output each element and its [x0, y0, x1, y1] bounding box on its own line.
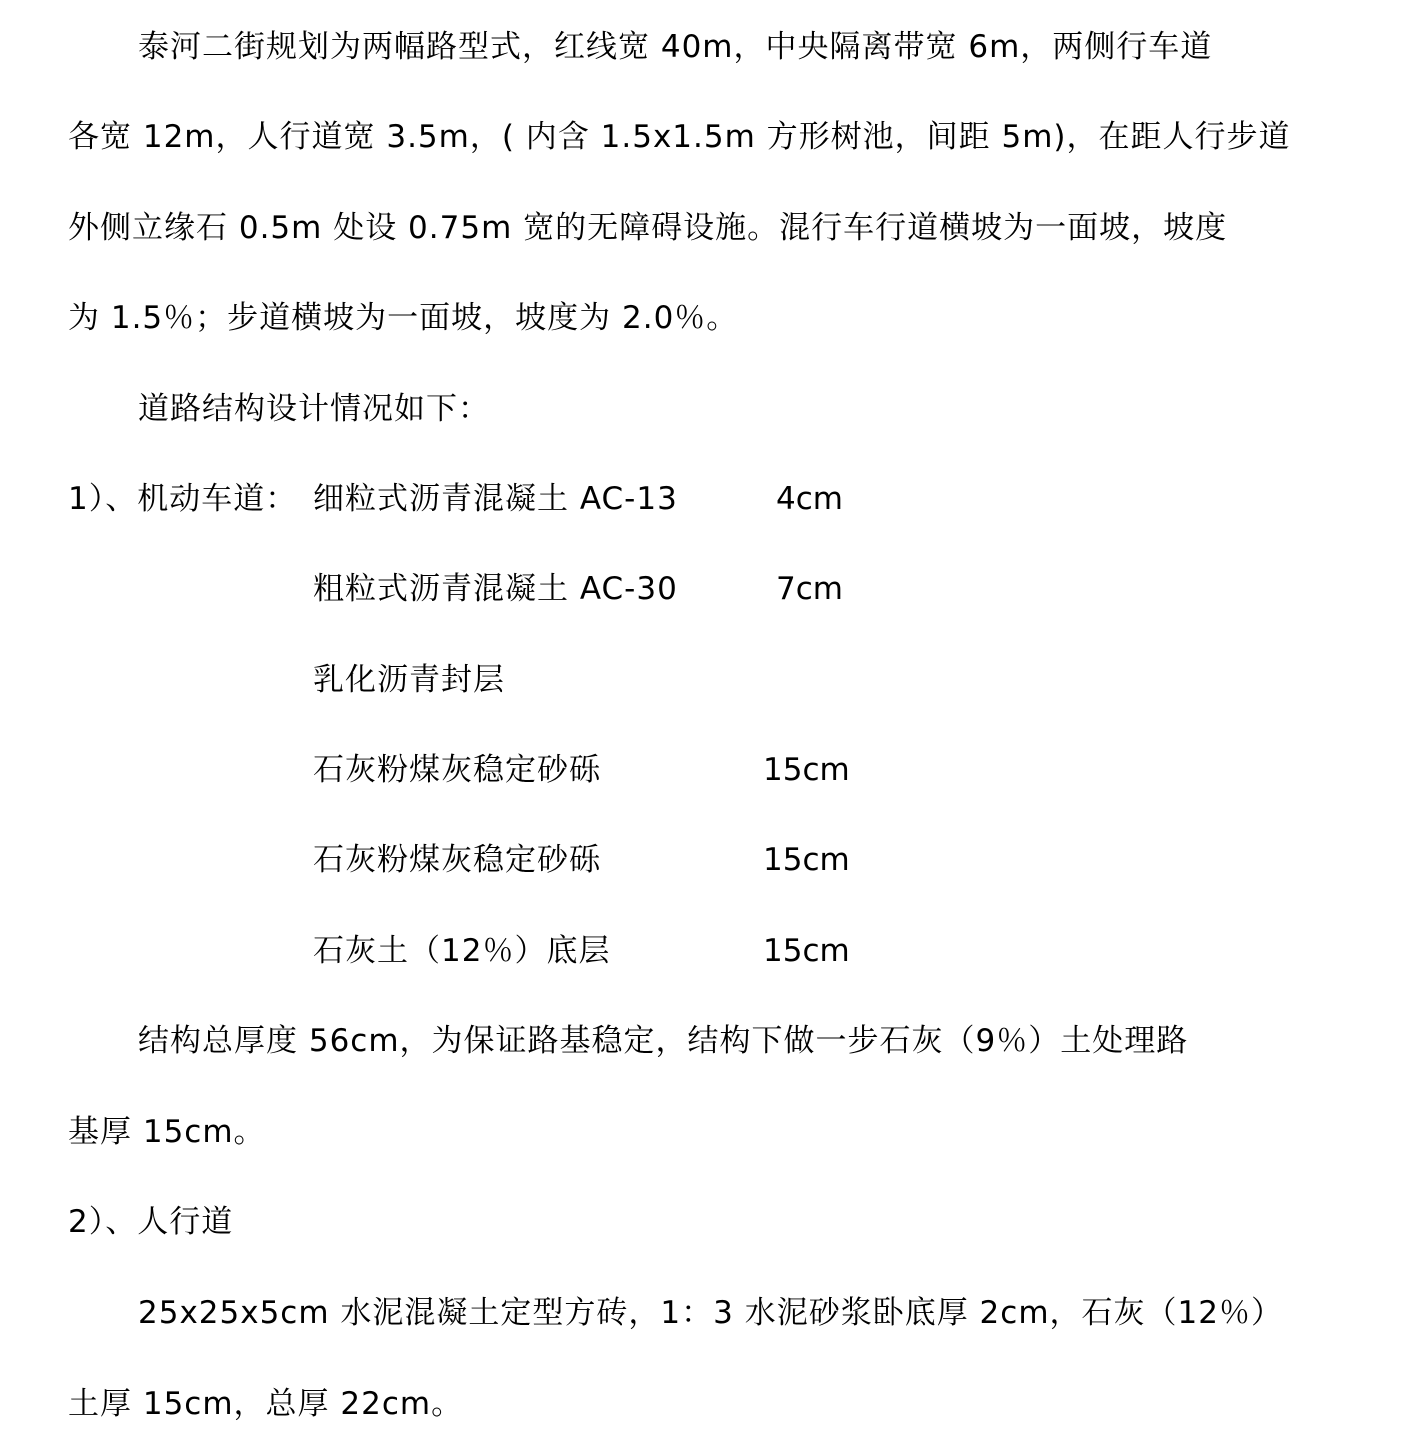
layer-3-name: 乳化沥青封层	[313, 662, 505, 698]
layer-2-name: 粗粒式沥青混凝土 AC-30	[313, 571, 678, 607]
layer-1-name: 细粒式沥青混凝土 AC-13	[313, 481, 678, 517]
layer-2-thickness: 7cm	[776, 571, 843, 607]
section2-body-line-2: 土厚 15cm，总厚 22cm。	[68, 1386, 464, 1422]
layer-4-thickness: 15cm	[763, 752, 850, 788]
section2-body-line-1: 25x25x5cm 水泥混凝土定型方砖，1：3 水泥砂浆卧底厚 2cm，石灰（12％）	[138, 1295, 1283, 1331]
layer-1-thickness: 4cm	[776, 481, 843, 517]
section1-summary-line-2: 基厚 15cm。	[68, 1114, 266, 1150]
structure-heading: 道路结构设计情况如下：	[138, 391, 490, 427]
intro-line-3: 外侧立缘石 0.5m 处设 0.75m 宽的无障碍设施。混行车行道横坡为一面坡，坡度	[68, 210, 1228, 246]
layer-5-thickness: 15cm	[763, 842, 850, 878]
layer-6-name: 石灰土（12％）底层	[313, 933, 611, 969]
intro-line-4: 为 1.5％；步道横坡为一面坡，坡度为 2.0％。	[68, 300, 739, 336]
intro-line-2: 各宽 12m，人行道宽 3.5m，( 内含 1.5x1.5m 方形树池，间距 5m)，在距人行步道	[68, 119, 1291, 155]
layer-6-thickness: 15cm	[763, 933, 850, 969]
section1-label: 1）、机动车道：	[68, 481, 298, 517]
layer-4-name: 石灰粉煤灰稳定砂砾	[313, 752, 601, 788]
intro-line-1: 泰河二街规划为两幅路型式，红线宽 40m，中央隔离带宽 6m，两侧行车道	[138, 29, 1213, 65]
section1-summary-line-1: 结构总厚度 56cm，为保证路基稳定，结构下做一步石灰（9％）土处理路	[138, 1023, 1189, 1059]
section2-label: 2）、人行道	[68, 1204, 234, 1240]
layer-5-name: 石灰粉煤灰稳定砂砾	[313, 842, 601, 878]
